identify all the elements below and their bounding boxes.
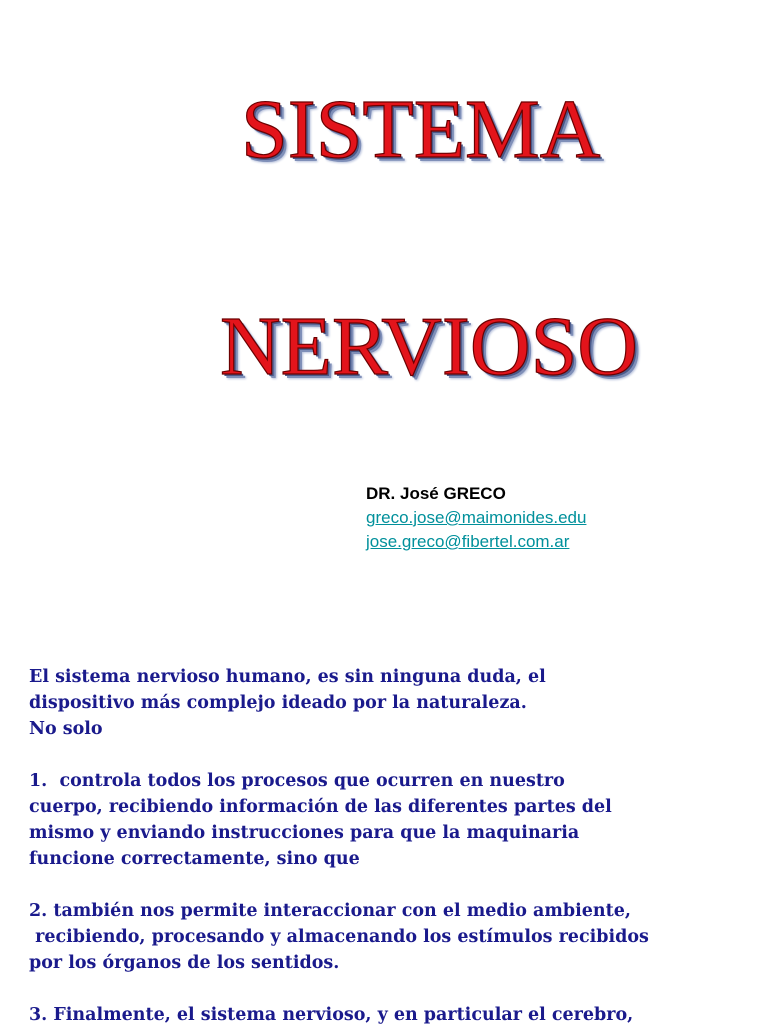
body-line: No solo: [29, 719, 103, 739]
body-line: recibiendo, procesando y almacenando los estímulos recibidos: [29, 927, 649, 947]
body-line: funcione correctamente, sino que: [29, 849, 360, 869]
body-line: El sistema nervioso humano, es sin ninguna duda, el: [29, 667, 546, 687]
body-line: 1. controla todos los procesos que ocurren en nuestro: [29, 771, 565, 791]
author-email-link-2[interactable]: jose.greco@fibertel.com.ar: [366, 532, 570, 551]
body-line: mismo y enviando instrucciones para que la maquinaria: [29, 823, 580, 843]
author-name: DR. José GRECO: [366, 484, 506, 503]
body-line: cuerpo, recibiendo información de las diferentes partes del: [29, 797, 612, 817]
author-email-link-1[interactable]: greco.jose@maimonides.edu: [366, 508, 587, 527]
body-line: dispositivo más complejo ideado por la naturaleza.: [29, 693, 527, 713]
body-text: [29, 664, 764, 1028]
paragraph-gap: [29, 872, 764, 898]
paragraph-gap: [29, 742, 764, 768]
body-line: por los órganos de los sentidos.: [29, 953, 340, 973]
body-line: 2. también nos permite interaccionar con el medio ambiente,: [29, 901, 631, 921]
title-line-1: SISTEMA: [241, 83, 601, 176]
author-block: [366, 482, 586, 554]
paragraph-gap: [29, 976, 764, 1002]
title-line-2: NERVIOSO: [220, 300, 638, 393]
body-line: 3. Finalmente, el sistema nervioso, y en particular el cerebro,: [29, 1005, 634, 1025]
